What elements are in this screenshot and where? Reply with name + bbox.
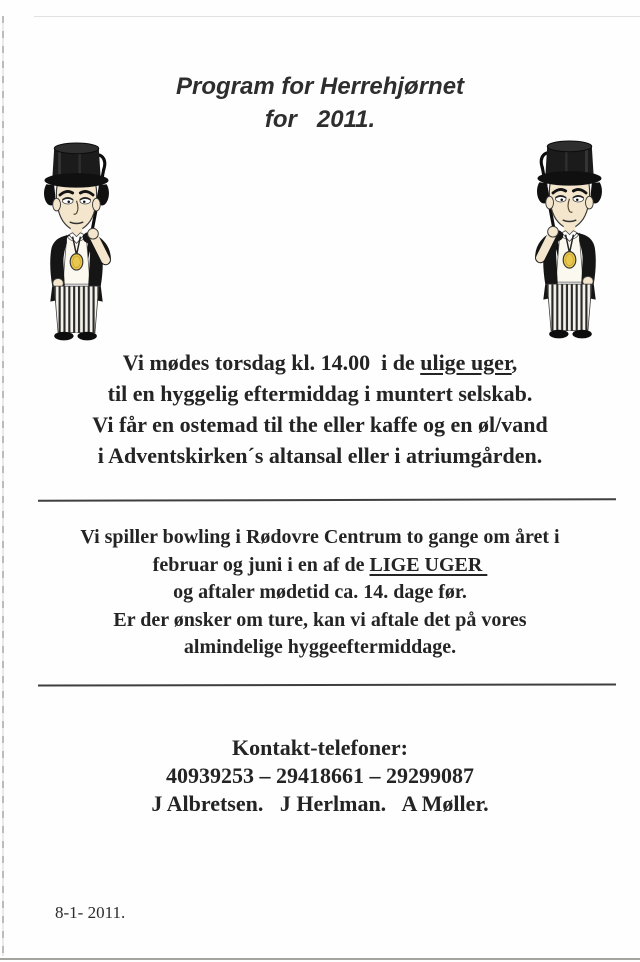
- meeting-line-2: til en hyggelig eftermiddag i muntert selskab.: [107, 381, 533, 406]
- gentleman-tophat-cane-illustration-left: [28, 136, 125, 346]
- bowling-line-5: almindelige hyggeeftermiddage.: [183, 636, 457, 658]
- scan-edge-bottom: [0, 958, 640, 960]
- bowling-info-section: [0, 524, 640, 662]
- contact-names: J Albretsen. J Herlman. A Møller.: [151, 791, 489, 816]
- meeting-line1-post: ,: [511, 350, 518, 375]
- bowling-line-3: og aftaler mødetid ca. 14. dage før.: [173, 581, 467, 603]
- divider-top: [38, 498, 616, 502]
- meeting-line-1: [0, 347, 640, 378]
- meeting-line1-underlined: ulige uger: [420, 350, 512, 375]
- meeting-line1-pre: Vi mødes torsdag kl. 14.00 i de: [122, 350, 421, 375]
- contact-heading: Kontakt-telefoner:: [232, 735, 408, 760]
- meeting-line-3: Vi får en ostemad til the eller kaffe og en øl/vand: [92, 412, 548, 437]
- bowling-line2-underlined: LIGE UGER: [369, 553, 488, 576]
- contact-phones: 40939253 – 29418661 – 29299087: [166, 763, 474, 788]
- bowling-line-2: [0, 552, 640, 580]
- bowling-line-1: Vi spiller bowling i Rødovre Centrum to gange om året i: [80, 526, 560, 548]
- title-line1: Program for Herrehjørnet: [175, 73, 465, 100]
- gentleman-tophat-cane-illustration-right: [521, 134, 618, 344]
- bowling-line-4: Er der ønsker om ture, kan vi aftale det på vores: [113, 608, 527, 631]
- divider-bottom: [38, 683, 616, 686]
- footer-date: 8-1- 2011.: [55, 903, 126, 922]
- contact-section: [0, 734, 640, 818]
- meeting-info-section: [0, 347, 640, 471]
- title-line2: for 2011.: [264, 106, 376, 133]
- bowling-line2-pre: februar og juni i en af de: [152, 553, 370, 576]
- scan-edge-top: [34, 16, 640, 17]
- meeting-line-4: i Adventskirken´s altansal eller i atriumgården.: [97, 443, 543, 468]
- page-title: [0, 70, 640, 136]
